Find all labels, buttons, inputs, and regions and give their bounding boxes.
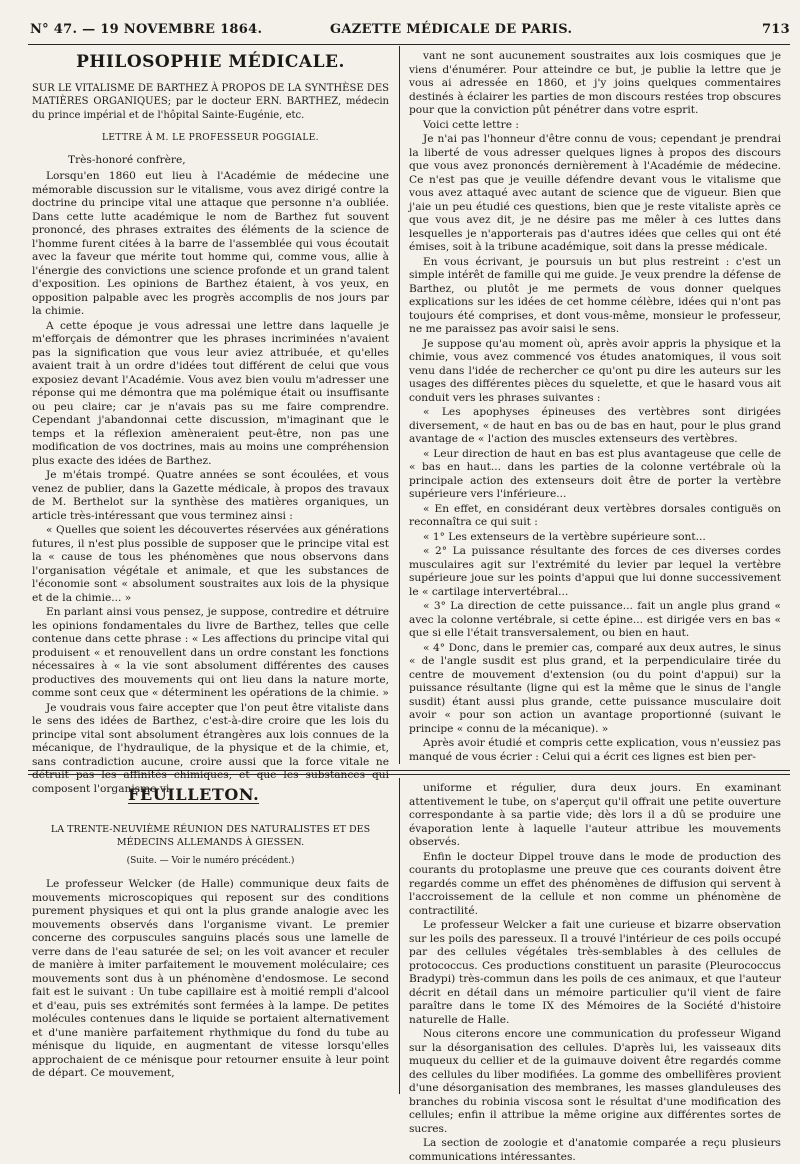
paragraph: vant ne sont aucunement soustraites aux lois cosmiques que je viens d'énumérer. Pour atteindre ce but, je publie la lettre que je vous ai adressée en 1860, et j'y joins quelques commentaires destinés à éclairer les parties de mon discours restées trop obscures pour que la conviction pût pénétrer dans votre esprit. <box>409 50 781 116</box>
paragraph: Le professeur Welcker (de Halle) communique deux faits de mouvements microscopiques qui reposent sur des conditions purement physiques et qui ont la plus grande analogie avec les mouvements observés dans l'organisme vivant. Le premier concerne des corpuscules sanguins placés sous une lamelle de verre dans de l'eau saturée de sel; on les voit avancer et reculer de manière à imiter parfaitement le mouvement moléculaire; ces mouvements sont dus à un phénomène d'endosmose. Le second fait est le suivant : Un tube capillaire est à moitié rempli d'alcool et d'eau, puis ses extrémités sont fermées à la lampe. De petites molécules contenues dans le liquide se portaient alternativement et d'une manière parfaitement rhythmique du fond du tube au ménisque du liquide, en augmentant de vitesse lorsqu'elles approchaient de ce ménisque pour retourner ensuite à leur point de départ. Ce mouvement, <box>32 878 389 1079</box>
paragraph: « Quelles que soient les découvertes réservées aux générations futures, il n'est plus possible de supposer que le principe vital est la « cause de tous les phénomènes que nous observons dans l'organisation végétale et animale, et que les substances de l'économie sont « absolument soustraites aux lois de la physique et de la chimie... » <box>32 524 389 604</box>
paragraph: « Leur direction de haut en bas est plus avantageuse que celle de « bas en haut... dans les parties de la colonne vertébrale où la principale action des extenseurs doit être de porter la vertèbre supérieure vers l'inférieure... <box>409 447 781 500</box>
paragraph: « Les apophyses épineuses des vertèbres sont dirigées diversement, « de haut en bas ou de bas en haut, pour le plus grand avantage de « l'action des muscles extenseurs des vertèbres. <box>409 406 781 445</box>
journal-name: GAZETTE MÉDICALE DE PARIS. <box>330 22 573 37</box>
paragraph: En parlant ainsi vous pensez, je suppose, contredire et détruire les opinions fondamentales du livre de Barthez, telles que celle contenue dans cette phrase : « Les affections du principe vital qui produisent « et renouvellent dans un ordre constant les fonctions nécessaires à « la vie sont absolument différentes des causes productives des mouvements qui ont lieu dans la nature morte, comme sont ceux que « déterminent les opérations de la chimie. » <box>32 606 389 699</box>
paragraph: Le professeur Welcker a fait une curieuse et bizarre observation sur les poils des paresseux. Il a trouvé l'intérieur de ces poils occupé par des cellules végétales très-semblables à des cellules de protococcus. Ces productions constituent un parasite (Pleurococcus Bradypi) très-commun dans les poils de ces animaux, et que l'auteur décrit en détail dans un mémoire particulier qu'il vient de faire paraître dans le tome IX des Mémoires de la Société d'histoire naturelle de Halle. <box>409 919 781 1026</box>
column-divider-top <box>399 46 400 764</box>
feuilleton-rule-thin <box>28 774 790 775</box>
column-divider-bottom <box>399 778 400 1094</box>
feuilleton-suite: (Suite. — Voir le numéro précédent.) <box>126 855 295 866</box>
article-title: PHILOSOPHIE MÉDICALE. <box>76 52 345 72</box>
paragraph: uniforme et régulier, dura deux jours. En examinant attentivement le tube, on s'aperçut qu'il offrait une petite ouverture correspondante à sa partie vide; dès lors il a dû se produire une évaporation lente à laquelle l'auteur attribue les mouvements observés. <box>409 782 781 848</box>
paragraph: Lorsqu'en 1860 eut lieu à l'Académie de médecine une mémorable discussion sur le vitalisme, vous avez dirigé contre la doctrine du principe vital une attaque que personne n'a oubliée. Dans cette lutte académique le nom de Barthez fut souvent prononcé, des phrases extraites des éléments de la science de l'homme furent citées à la barre de l'assemblée qui vous écoutait avec la faveur que mérite tout homme qui, comme vous, allie à l'énergie des convictions une science profonde et un grand talent d'exposition. Les opinions de Barthez étaient, à vos yeux, en opposition palpable avec les progrès accomplis de nos jours par la chimie. <box>32 170 389 317</box>
paragraph: « 4° Donc, dans le premier cas, comparé aux deux autres, le sinus « de l'angle susdit est plus grand, et la perpendiculaire tirée du centre de mouvement d'extension (ou du point d'appui) sur la puissance résultante (ligne qui est la même que le sinus de l'angle susdit) étant aussi plus grande, cette puissance musculaire doit avoir « pour son action un avantage proportionné (suivant le principe « connu de la mécanique). » <box>409 641 781 735</box>
article-left-text <box>32 170 389 796</box>
paragraph: « 2° La puissance résultante des forces de ces diverses cordes musculaires agit sur l'extrémité du levier par lequel la vertèbre supérieure joue sur les points d'appui que lui donne successivement le « cartilage intervertébral... <box>409 545 781 598</box>
paragraph: Enfin le docteur Dippel trouve dans le mode de production des courants du protoplasme une preuve que ces courants doivent être regardés comme un effet des phénomènes de diffusion qui servent à l'accroissement de la cellule et non comme un phénomène de contractilité. <box>409 850 781 917</box>
paragraph: « 1° Les extenseurs de la vertèbre supérieure sont... <box>423 530 706 543</box>
article-subtitle: SUR LE VITALISME DE BARTHEZ À PROPOS DE LA SYNTHÈSE DES MATIÈRES ORGANIQUES; par le docteur ERN. BARTHEZ, médecin du prince impérial et de l'hôpital Sainte-Eugénie, etc. <box>32 82 389 121</box>
feuilleton-left-column <box>32 782 389 1094</box>
page-number: 713 <box>761 22 790 37</box>
paragraph: Je m'étais trompé. Quatre années se sont écoulées, et vous venez de publier, dans la Gazette médicale, à propos des travaux de M. Berthelot sur la synthèse des matières organiques, un article très-intéressant que vous terminez ainsi : <box>32 469 389 522</box>
article-right-text <box>409 50 781 764</box>
feuilleton-left-text <box>32 878 389 1081</box>
paragraph: Je voudrais vous faire accepter que l'on peut être vitaliste dans le sens des idées de Barthez, c'est-à-dire croire que les lois du principe vital sont absolument étrangères aux lois connues de la mécanique, de l'hydraulique, de la physique et de la chimie, et, sans contradiction aucune, croire aussi que la force vitale ne détruit pas les affinités chimiques, et que les substances qui composent l'organisme vi- <box>32 701 389 795</box>
feuilleton-rule <box>28 770 790 771</box>
letter-addressee: LETTRE À M. LE PROFESSEUR POGGIALE. <box>102 133 319 143</box>
paragraph: Voici cette lettre : <box>423 118 519 131</box>
paragraph: En vous écrivant, je poursuis un but plus restreint : c'est un simple intérêt de famille qui me guide. Je veux prendre la défense de Barthez, ou plutôt je me permets de vous donner quelques explications sur les idées de cet homme célèbre, idées qui n'ont pas toujours été comprises, et dont vous-même, monsieur le professeur, ne me paraissez pas avoir saisi le sens. <box>409 255 781 335</box>
feuilleton-right-text <box>409 782 781 1164</box>
paragraph: « En effet, en considérant deux vertèbres dorsales contiguës on reconnaîtra ce qui suit : <box>409 502 781 528</box>
feuilleton-right-column <box>409 782 781 1163</box>
article-right-column <box>409 50 781 764</box>
paragraph: Je suppose qu'au moment où, après avoir appris la physique et la chimie, vous avez commencé vos études anatomiques, il vous soit venu dans l'idée de rechercher ce qu'ont pu dire les auteurs sur les usages des différentes pièces du squelette, et que le hasard vous ait conduit vers les phrases suivantes : <box>409 337 781 404</box>
salutation: Très-honoré confrère, <box>68 153 186 166</box>
paragraph: La section de zoologie et d'anatomie comparée a reçu plusieurs communications intéressantes. <box>409 1137 781 1163</box>
paragraph: A cette époque je vous adressai une lettre dans laquelle je m'efforçais de démontrer que les phrases incriminées n'avaient pas la signification que vous leur aviez attribuée, et qu'elles avaient trait à un ordre d'idées tout différent de celui que vous exposiez devant l'Académie. Vous avez bien voulu m'adresser une réponse qui me démontra que ma polémique était ou insuffisante ou peu claire; car je n'avais pas su me faire comprendre. Cependant j'abandonnai cette discussion, m'imaginant que le temps et la réflexion amèneraient peut-être, non pas une modification de vos doctrines, mais au moins une compréhension plus exacte des idées de Barthez. <box>32 319 389 467</box>
page-header <box>30 18 790 42</box>
paragraph: Nous citerons encore une communication du professeur Wigand sur la désorganisation des cellules. D'après lui, les vaisseaux dits muqueux du cellier et de la guimauve doivent être regardés comme des cellules du liber modifiées. La gomme des ombellifères provient d'une désorganisation des membranes, les masses glanduleuses des branches du robinia viscosa sont le résultat d'une modification des cellules; enfin il attribue la même origine aux différentes sortes de sucres. <box>409 1028 781 1135</box>
paragraph: « 3° La direction de cette puissance... fait un angle plus grand « avec la colonne vertébrale, si cette épine... est dirigée vers en bas « que si elle l'était transversalement, ou bien en haut. <box>409 600 781 639</box>
feuilleton-title: FEUILLETON. <box>128 785 260 804</box>
paragraph: Je n'ai pas l'honneur d'être connu de vous; cependant je prendrai la liberté de vous adresser quelques lignes à propos des discours que vous avez prononcés dernièrement à l'Académie de médecine. Ce n'est pas que je veuille défendre devant vous le vitalisme que vous avez attaqué avec autant de science que de vigueur. Bien que j'aie un peu étudié ces questions, bien que je reste vitaliste après ce que vous avez dit, je ne désire pas me mêler à ces luttes dans lesquelles je n'apporterais pas d'autres idées que celles qui ont été émises, soit à la tribune académique, soit dans la presse médicale. <box>409 133 781 253</box>
issue-date: N° 47. — 19 NOVEMBRE 1864. <box>30 22 263 37</box>
feuilleton-heading: LA TRENTE-NEUVIÈME RÉUNION DES NATURALISTES ET DES MÉDECINS ALLEMANDS À GIESSEN. <box>50 823 371 848</box>
paragraph: Après avoir étudié et compris cette explication, vous n'eussiez pas manqué de vous écrier : Celui qui a écrit ces lignes est bien per- <box>409 737 781 763</box>
header-rule <box>28 44 790 45</box>
